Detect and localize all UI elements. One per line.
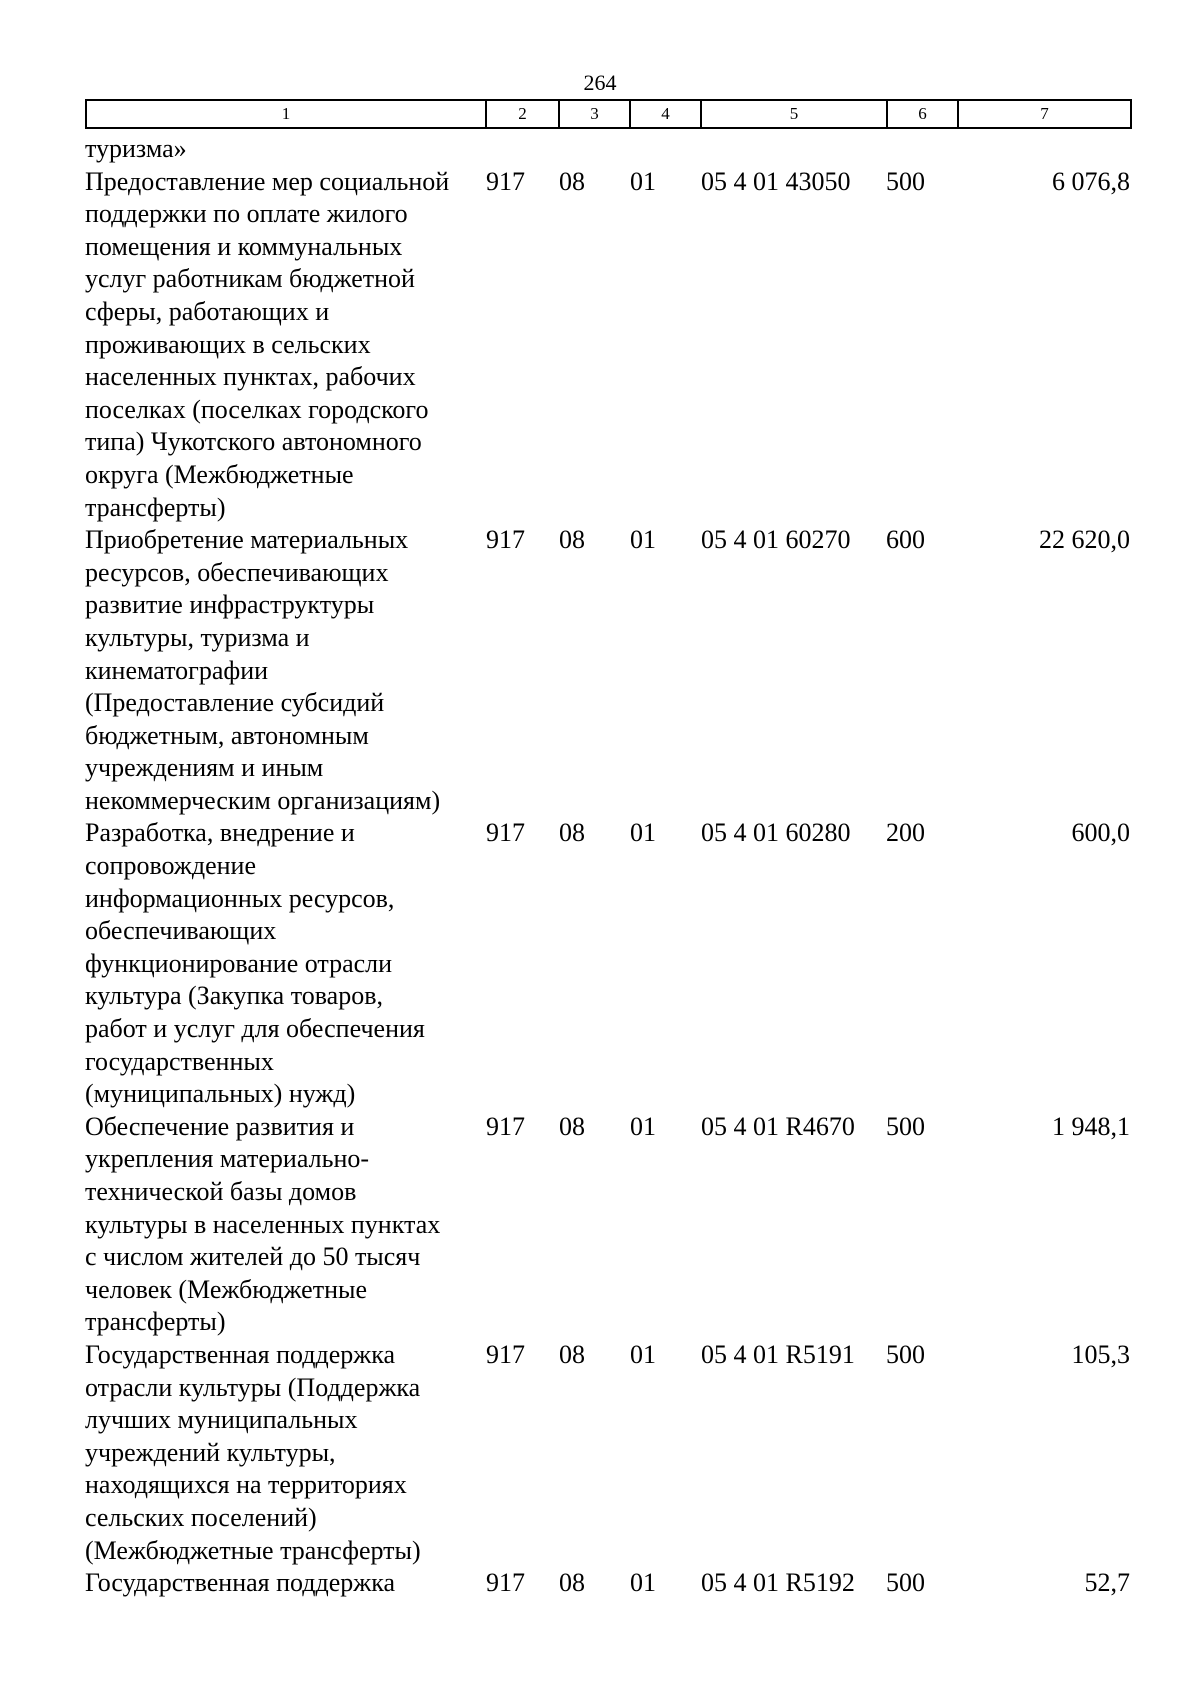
description-line: поддержки по оплате жилого bbox=[85, 199, 408, 229]
row-col-6: 200 bbox=[886, 818, 925, 848]
description-line: с числом жителей до 50 тысяч bbox=[85, 1242, 421, 1272]
row-col-2: 917 bbox=[486, 818, 525, 848]
row-description bbox=[85, 1339, 485, 1567]
description-line: учреждениям и иным bbox=[85, 753, 324, 783]
description-line: Государственная поддержка bbox=[85, 1568, 396, 1598]
description-line: Приобретение материальных bbox=[85, 525, 409, 555]
table-row bbox=[85, 524, 1135, 817]
row-col-2: 917 bbox=[486, 1339, 525, 1369]
description-line: учреждений культуры, bbox=[85, 1437, 336, 1467]
row-col-3: 08 bbox=[559, 166, 585, 196]
description-line: бюджетным, автономным bbox=[85, 720, 369, 750]
description-line: Обеспечение развития и bbox=[85, 1111, 355, 1141]
description-line: культура (Закупка товаров, bbox=[85, 981, 383, 1011]
row-col-2: 917 bbox=[486, 1111, 525, 1141]
description-line: услуг работникам бюджетной bbox=[85, 264, 415, 294]
page-number: 264 bbox=[583, 70, 617, 95]
row-col-3: 08 bbox=[559, 1568, 585, 1598]
row-col-7: 600,0 bbox=[1071, 818, 1130, 848]
description-line: трансферты) bbox=[85, 492, 226, 522]
description-line: находящихся на территориях bbox=[85, 1470, 407, 1500]
description-line: сферы, работающих и bbox=[85, 296, 330, 326]
carry-over-line: туризма» bbox=[85, 134, 187, 163]
description-line: развитие инфраструктуры bbox=[85, 590, 375, 620]
budget-table-body bbox=[85, 133, 1135, 1600]
row-col-2: 917 bbox=[486, 166, 525, 196]
row-col-4: 01 bbox=[630, 818, 656, 848]
description-line: сопровождение bbox=[85, 851, 257, 881]
row-description bbox=[85, 1567, 485, 1600]
row-col-4: 01 bbox=[630, 1111, 656, 1141]
row-col-5: 05 4 01 60280 bbox=[701, 818, 851, 848]
row-col-4: 01 bbox=[630, 1568, 656, 1598]
description-line: Предоставление мер социальной bbox=[85, 166, 450, 196]
row-col-5: 05 4 01 R5192 bbox=[701, 1568, 855, 1598]
column-header-2: 2 bbox=[486, 100, 559, 128]
row-col-6: 600 bbox=[886, 525, 925, 555]
row-col-6: 500 bbox=[886, 166, 925, 196]
description-line: человек (Межбюджетные bbox=[85, 1274, 367, 1304]
column-header-1: 1 bbox=[86, 100, 486, 128]
row-col-5: 05 4 01 R4670 bbox=[701, 1111, 855, 1141]
description-line: (Межбюджетные трансферты) bbox=[85, 1535, 421, 1565]
description-line: укрепления материально- bbox=[85, 1144, 370, 1174]
table-row bbox=[85, 817, 1135, 1110]
description-line: населенных пунктах, рабочих bbox=[85, 362, 416, 392]
row-col-5: 05 4 01 R5191 bbox=[701, 1339, 855, 1369]
row-description bbox=[85, 524, 485, 817]
row-col-4: 01 bbox=[630, 166, 656, 196]
row-col-4: 01 bbox=[630, 525, 656, 555]
description-line: Разработка, внедрение и bbox=[85, 818, 355, 848]
description-line: помещения и коммунальных bbox=[85, 231, 403, 261]
row-col-2: 917 bbox=[486, 1568, 525, 1598]
description-line: (муниципальных) нужд) bbox=[85, 1079, 356, 1109]
description-line: Государственная поддержка bbox=[85, 1339, 396, 1369]
row-col-7: 22 620,0 bbox=[1039, 525, 1130, 555]
row-col-7: 52,7 bbox=[1084, 1568, 1130, 1598]
table-rows bbox=[85, 166, 1135, 1600]
description-line: трансферты) bbox=[85, 1307, 226, 1337]
column-header-4: 4 bbox=[630, 100, 701, 128]
table-row bbox=[85, 1111, 1135, 1339]
description-line: технической базы домов bbox=[85, 1177, 357, 1206]
description-line: функционирование отрасли bbox=[85, 948, 393, 978]
description-line: округа (Межбюджетные bbox=[85, 459, 354, 489]
row-col-3: 08 bbox=[559, 1339, 585, 1369]
row-col-3: 08 bbox=[559, 818, 585, 848]
column-header-table bbox=[85, 99, 1132, 129]
row-col-6: 500 bbox=[886, 1111, 925, 1141]
row-col-7: 6 076,8 bbox=[1052, 166, 1130, 196]
row-description bbox=[85, 817, 485, 1110]
row-col-7: 1 948,1 bbox=[1052, 1111, 1130, 1141]
table-row bbox=[85, 1567, 1135, 1600]
description-line: проживающих в сельских bbox=[85, 329, 371, 359]
row-col-6: 500 bbox=[886, 1339, 925, 1369]
column-header-3: 3 bbox=[559, 100, 630, 128]
column-header-5: 5 bbox=[701, 100, 887, 128]
description-line: государственных bbox=[85, 1046, 274, 1076]
description-line: (Предоставление субсидий bbox=[85, 688, 385, 718]
description-line: информационных ресурсов, bbox=[85, 883, 395, 913]
row-col-3: 08 bbox=[559, 1111, 585, 1141]
table-row bbox=[85, 166, 1135, 525]
description-line: культуры в населенных пунктах bbox=[85, 1209, 441, 1239]
description-line: отрасли культуры (Поддержка bbox=[85, 1372, 421, 1402]
description-line: типа) Чукотского автономного bbox=[85, 427, 422, 457]
row-col-4: 01 bbox=[630, 1339, 656, 1369]
column-header-6: 6 bbox=[887, 100, 958, 128]
row-col-7: 105,3 bbox=[1071, 1339, 1130, 1369]
row-col-6: 500 bbox=[886, 1568, 925, 1598]
description-line: лучших муниципальных bbox=[85, 1405, 358, 1435]
description-line: ресурсов, обеспечивающих bbox=[85, 557, 389, 587]
description-line: кинематографии bbox=[85, 655, 269, 685]
row-col-5: 05 4 01 43050 bbox=[701, 166, 851, 196]
row-col-5: 05 4 01 60270 bbox=[701, 525, 851, 555]
column-header-7: 7 bbox=[958, 100, 1131, 128]
row-col-3: 08 bbox=[559, 525, 585, 555]
description-line: культуры, туризма и bbox=[85, 622, 310, 652]
row-description bbox=[85, 1111, 485, 1339]
description-line: обеспечивающих bbox=[85, 916, 277, 946]
row-col-2: 917 bbox=[486, 525, 525, 555]
description-line: некоммерческим организациям) bbox=[85, 785, 441, 815]
description-line: сельских поселений) bbox=[85, 1502, 317, 1532]
column-header-row bbox=[86, 100, 1131, 128]
description-line: поселках (поселках городского bbox=[85, 394, 429, 424]
description-line: работ и услуг для обеспечения bbox=[85, 1014, 425, 1044]
table-row bbox=[85, 1339, 1135, 1567]
row-description bbox=[85, 166, 485, 525]
